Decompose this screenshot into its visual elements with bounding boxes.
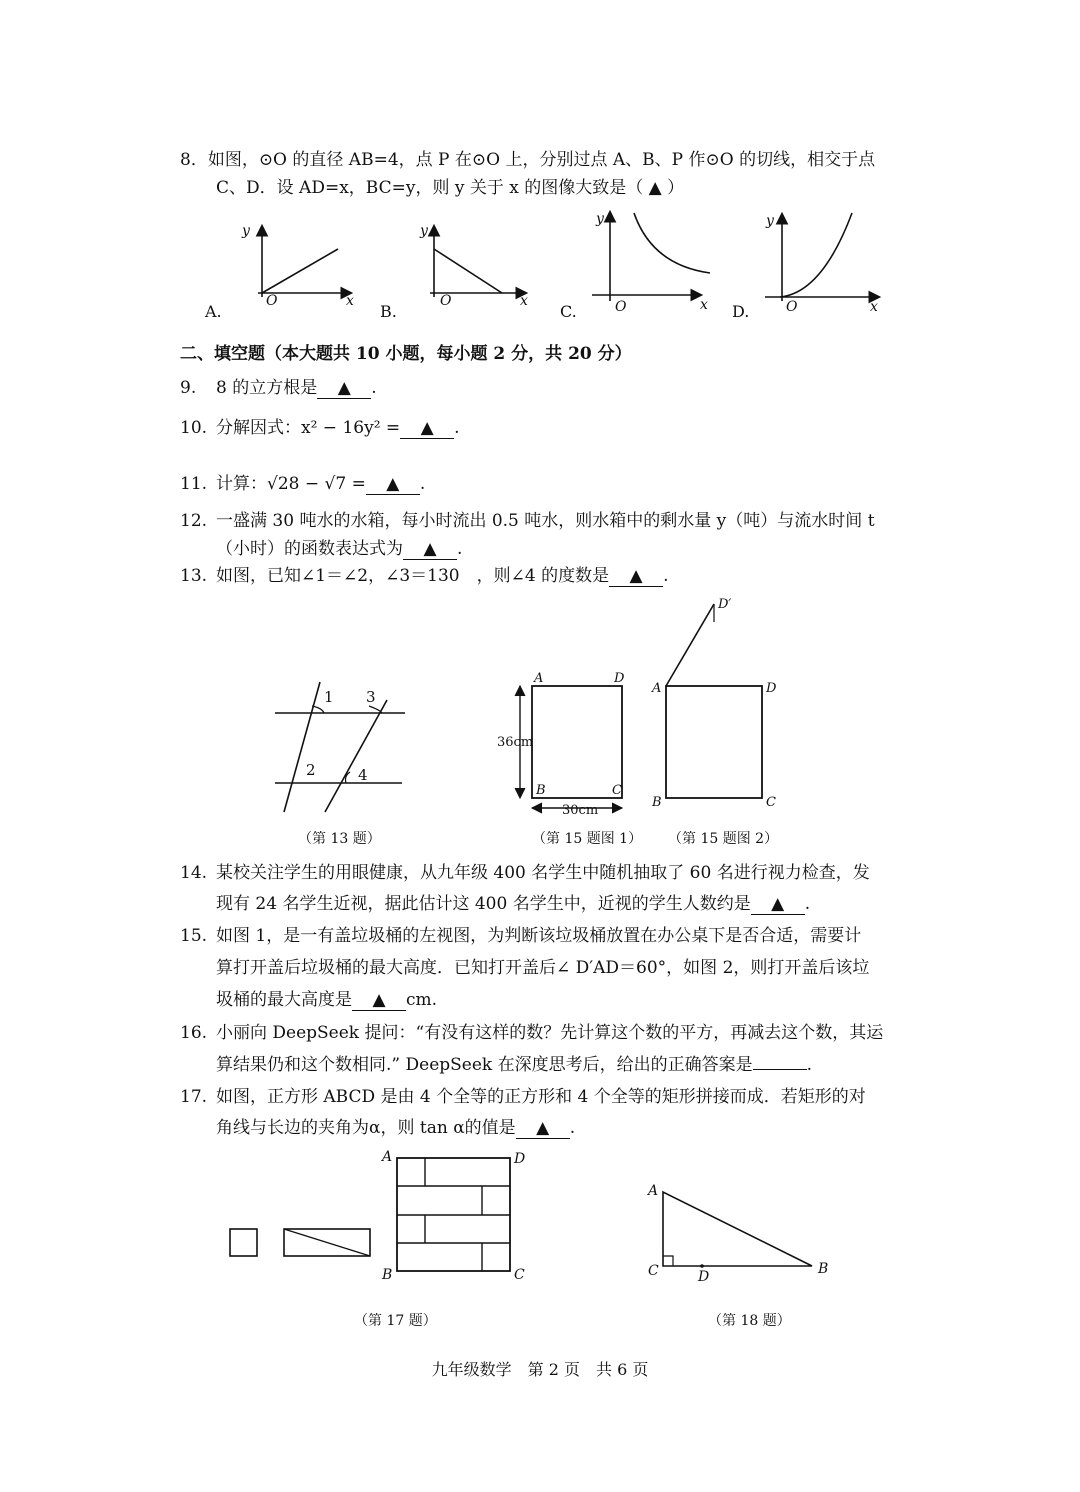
height-arrow-top (515, 686, 525, 696)
option-d-y-label: y (766, 213, 774, 229)
figure-13-caption: （第 13 题） (298, 831, 381, 847)
fig15b-label-a: A (652, 681, 662, 696)
answer-blank[interactable]: ▲ (516, 1118, 570, 1139)
question-14-number: 14. (180, 863, 208, 883)
width-arrow-right (612, 803, 622, 813)
question-16-text-line2: 算结果仍和这个数相同.” DeepSeek 在深度思考后，给出的正确答案是 (216, 1055, 753, 1075)
question-15-line2 (180, 952, 869, 984)
option-b-line (434, 249, 502, 293)
option-c-label: C. (560, 302, 577, 321)
question-14-end: . (804, 894, 811, 914)
fig15b-label-d: D (766, 681, 777, 696)
fig15b-label-c: C (766, 795, 776, 810)
figure-15-1 (492, 666, 642, 826)
option-c-y-label: y (596, 211, 604, 227)
bin-outline (532, 686, 622, 798)
fig13-right-transversal (325, 700, 387, 812)
option-b-graph (380, 223, 528, 321)
question-14-line2 (180, 888, 810, 920)
fig18-label-d: D (698, 1269, 710, 1285)
option-d-curve (780, 213, 852, 297)
section-2-heading: 二、填空题（本大题共 10 小题，每小题 2 分，共 20 分） (180, 344, 632, 364)
question-10 (180, 412, 460, 444)
question-9-end: . (371, 378, 377, 398)
question-10-number: 10. (180, 418, 208, 438)
point-d (700, 1264, 704, 1268)
right-angle-mark (663, 1256, 673, 1266)
answer-blank[interactable]: ▲ (403, 539, 457, 560)
question-16-line2 (180, 1049, 812, 1081)
question-11-text: 计算：√28 − √7 = (216, 474, 366, 494)
question-10-text: 分解因式：x² − 16y² = (216, 418, 401, 438)
option-b-x-label: x (520, 293, 528, 309)
question-15-text-line2: 算打开盖后垃圾桶的最大高度．已知打开盖后∠ D′AD＝60°，如图 2，则打开盖后该垃 (216, 958, 870, 978)
option-a-x-label: x (346, 293, 354, 309)
question-17-text-line2: 角线与长边的夹角为α，则 tan α的值是 (216, 1118, 516, 1138)
question-15-text-line3: 圾桶的最大高度是 (216, 990, 352, 1010)
figure-17 (220, 1145, 540, 1290)
option-c-origin-label: O (615, 299, 627, 315)
angle-1-label: 1 (324, 688, 334, 706)
question-11-end: . (419, 474, 426, 494)
question-15-text-line1: 如图 1，是一有盖垃圾桶的左视图，为判断该垃圾桶放置在办公桌下是否合适，需要计 (216, 926, 862, 946)
height-arrow-bottom (515, 788, 525, 798)
option-d-x-label: x (870, 299, 878, 315)
fig15a-label-b: B (536, 783, 546, 798)
question-13-text: 如图，已知∠1＝∠2，∠3＝130 ，则∠4 的度数是 (216, 566, 610, 586)
option-b-y-label: y (420, 223, 428, 239)
option-a-line (262, 249, 338, 293)
option-c-x-label: x (700, 297, 708, 313)
question-9-text: 8 的立方根是 (216, 378, 318, 398)
question-12-text-line2: （小时）的函数表达式为 (216, 539, 403, 559)
question-9 (180, 372, 377, 404)
fig15a-height-label: 36cm (497, 735, 534, 750)
question-14-text-line2: 现有 24 名学生近视，据此估计这 400 名学生中，近视的学生人数约是 (216, 894, 751, 914)
answer-blank[interactable]: ▲ (352, 990, 406, 1011)
answer-blank[interactable]: ▲ (751, 894, 805, 915)
fig15a-label-d: D (614, 671, 625, 686)
question-15-number: 15. (180, 926, 208, 946)
bin-outline-open (666, 686, 762, 798)
fig15a-label-a: A (534, 671, 544, 686)
question-17-end: . (569, 1118, 576, 1138)
question-17-line1 (180, 1081, 866, 1113)
question-12-text-line1: 一盛满 30 吨水的水箱，每小时流出 0.5 吨水，则水箱中的剩水量 y（吨）与流水时间 t (216, 511, 875, 531)
fig13-left-transversal (284, 682, 320, 812)
answer-blank-empty[interactable] (753, 1069, 807, 1070)
fig17-label-a: A (382, 1149, 393, 1165)
figure-17-caption: （第 17 题） (354, 1313, 437, 1329)
figure-15-2-caption: （第 15 题图 2） (668, 831, 779, 847)
fig17-label-c: C (514, 1267, 525, 1283)
figure-15-2 (648, 592, 788, 822)
question-10-end: . (454, 418, 460, 438)
question-12-end: . (457, 539, 463, 559)
fig18-label-b: B (818, 1261, 829, 1277)
option-b-label: B. (380, 302, 397, 321)
option-d-graph (732, 213, 878, 321)
question-11 (180, 468, 425, 500)
question-16-number: 16. (180, 1023, 208, 1043)
page-footer: 九年级数学 第 2 页 共 6 页 (431, 1360, 649, 1379)
small-square (230, 1229, 257, 1256)
question-12-number: 12. (180, 511, 208, 531)
question-17-number: 17. (180, 1087, 208, 1107)
fig15a-width-label: 30cm (562, 803, 599, 818)
fig17-label-d: D (514, 1151, 526, 1167)
question-9-number: 9. (180, 378, 197, 398)
angle-2-label: 2 (306, 761, 316, 779)
answer-blank[interactable]: ▲ (317, 378, 371, 399)
option-a-label: A. (205, 302, 222, 321)
rectangle-diagonal (284, 1229, 370, 1256)
option-d-origin-label: O (786, 299, 798, 315)
open-lid (666, 604, 714, 686)
question-15-line1 (180, 920, 861, 952)
question-8-line1: 8．如图，⊙O 的直径 AB=4，点 P 在⊙O 上，分别过点 A、B、P 作⊙O 的切线，相交于点 (180, 150, 876, 170)
option-b-origin-label: O (440, 293, 452, 309)
fig17-label-b: B (382, 1267, 393, 1283)
question-8-option-graphs (200, 205, 900, 325)
figure-18-caption: （第 18 题） (708, 1313, 791, 1329)
answer-blank[interactable]: ▲ (609, 566, 663, 587)
option-c-graph (560, 211, 710, 321)
question-17-line2 (180, 1112, 575, 1144)
question-15-line3 (180, 984, 437, 1016)
option-a-origin-label: O (266, 293, 278, 309)
question-16-end: . (806, 1055, 813, 1075)
figure-18 (640, 1175, 840, 1290)
question-16-text-line1: 小丽向 DeepSeek 提问：“有没有这样的数？先计算这个数的平方，再减去这个数，其运 (216, 1023, 884, 1043)
fig18-label-a: A (648, 1183, 659, 1199)
fig15b-label-dprime: D′ (718, 597, 732, 612)
answer-blank[interactable]: ▲ (400, 418, 454, 439)
angle-3-label: 3 (366, 688, 376, 706)
fig15b-label-b: B (652, 795, 662, 810)
question-14-line1 (180, 857, 870, 889)
figure-15-1-caption: （第 15 题图 1） (532, 831, 643, 847)
large-square-abcd (397, 1158, 510, 1271)
width-arrow-left (532, 803, 542, 813)
option-c-curve (634, 213, 710, 273)
fig18-label-c: C (648, 1263, 659, 1279)
question-16-line1 (180, 1017, 883, 1049)
question-13-number: 13. (180, 566, 208, 586)
question-13-end: . (663, 566, 669, 586)
option-a-y-label: y (242, 223, 250, 239)
question-17-text-line1: 如图，正方形 ABCD 是由 4 个全等的正方形和 4 个全等的矩形拼接而成．若矩形的对 (216, 1087, 866, 1107)
option-a-graph (204, 223, 354, 321)
option-d-label: D. (732, 302, 750, 321)
question-13 (180, 560, 669, 592)
question-14-text-line1: 某校关注学生的用眼健康，从九年级 400 名学生中随机抽取了 60 名进行视力检查，发 (216, 863, 870, 883)
angle-4-label: 4 (358, 766, 368, 784)
question-11-number: 11. (180, 474, 208, 494)
figure-13 (270, 680, 415, 825)
question-8-line2: C、D．设 AD=x，BC=y，则 y 关于 x 的图像大致是（ ▲ ） (216, 178, 685, 198)
fig15a-label-c: C (612, 783, 622, 798)
answer-blank[interactable]: ▲ (366, 474, 420, 495)
question-15-end: cm. (406, 990, 438, 1010)
right-triangle-abc (663, 1192, 812, 1266)
